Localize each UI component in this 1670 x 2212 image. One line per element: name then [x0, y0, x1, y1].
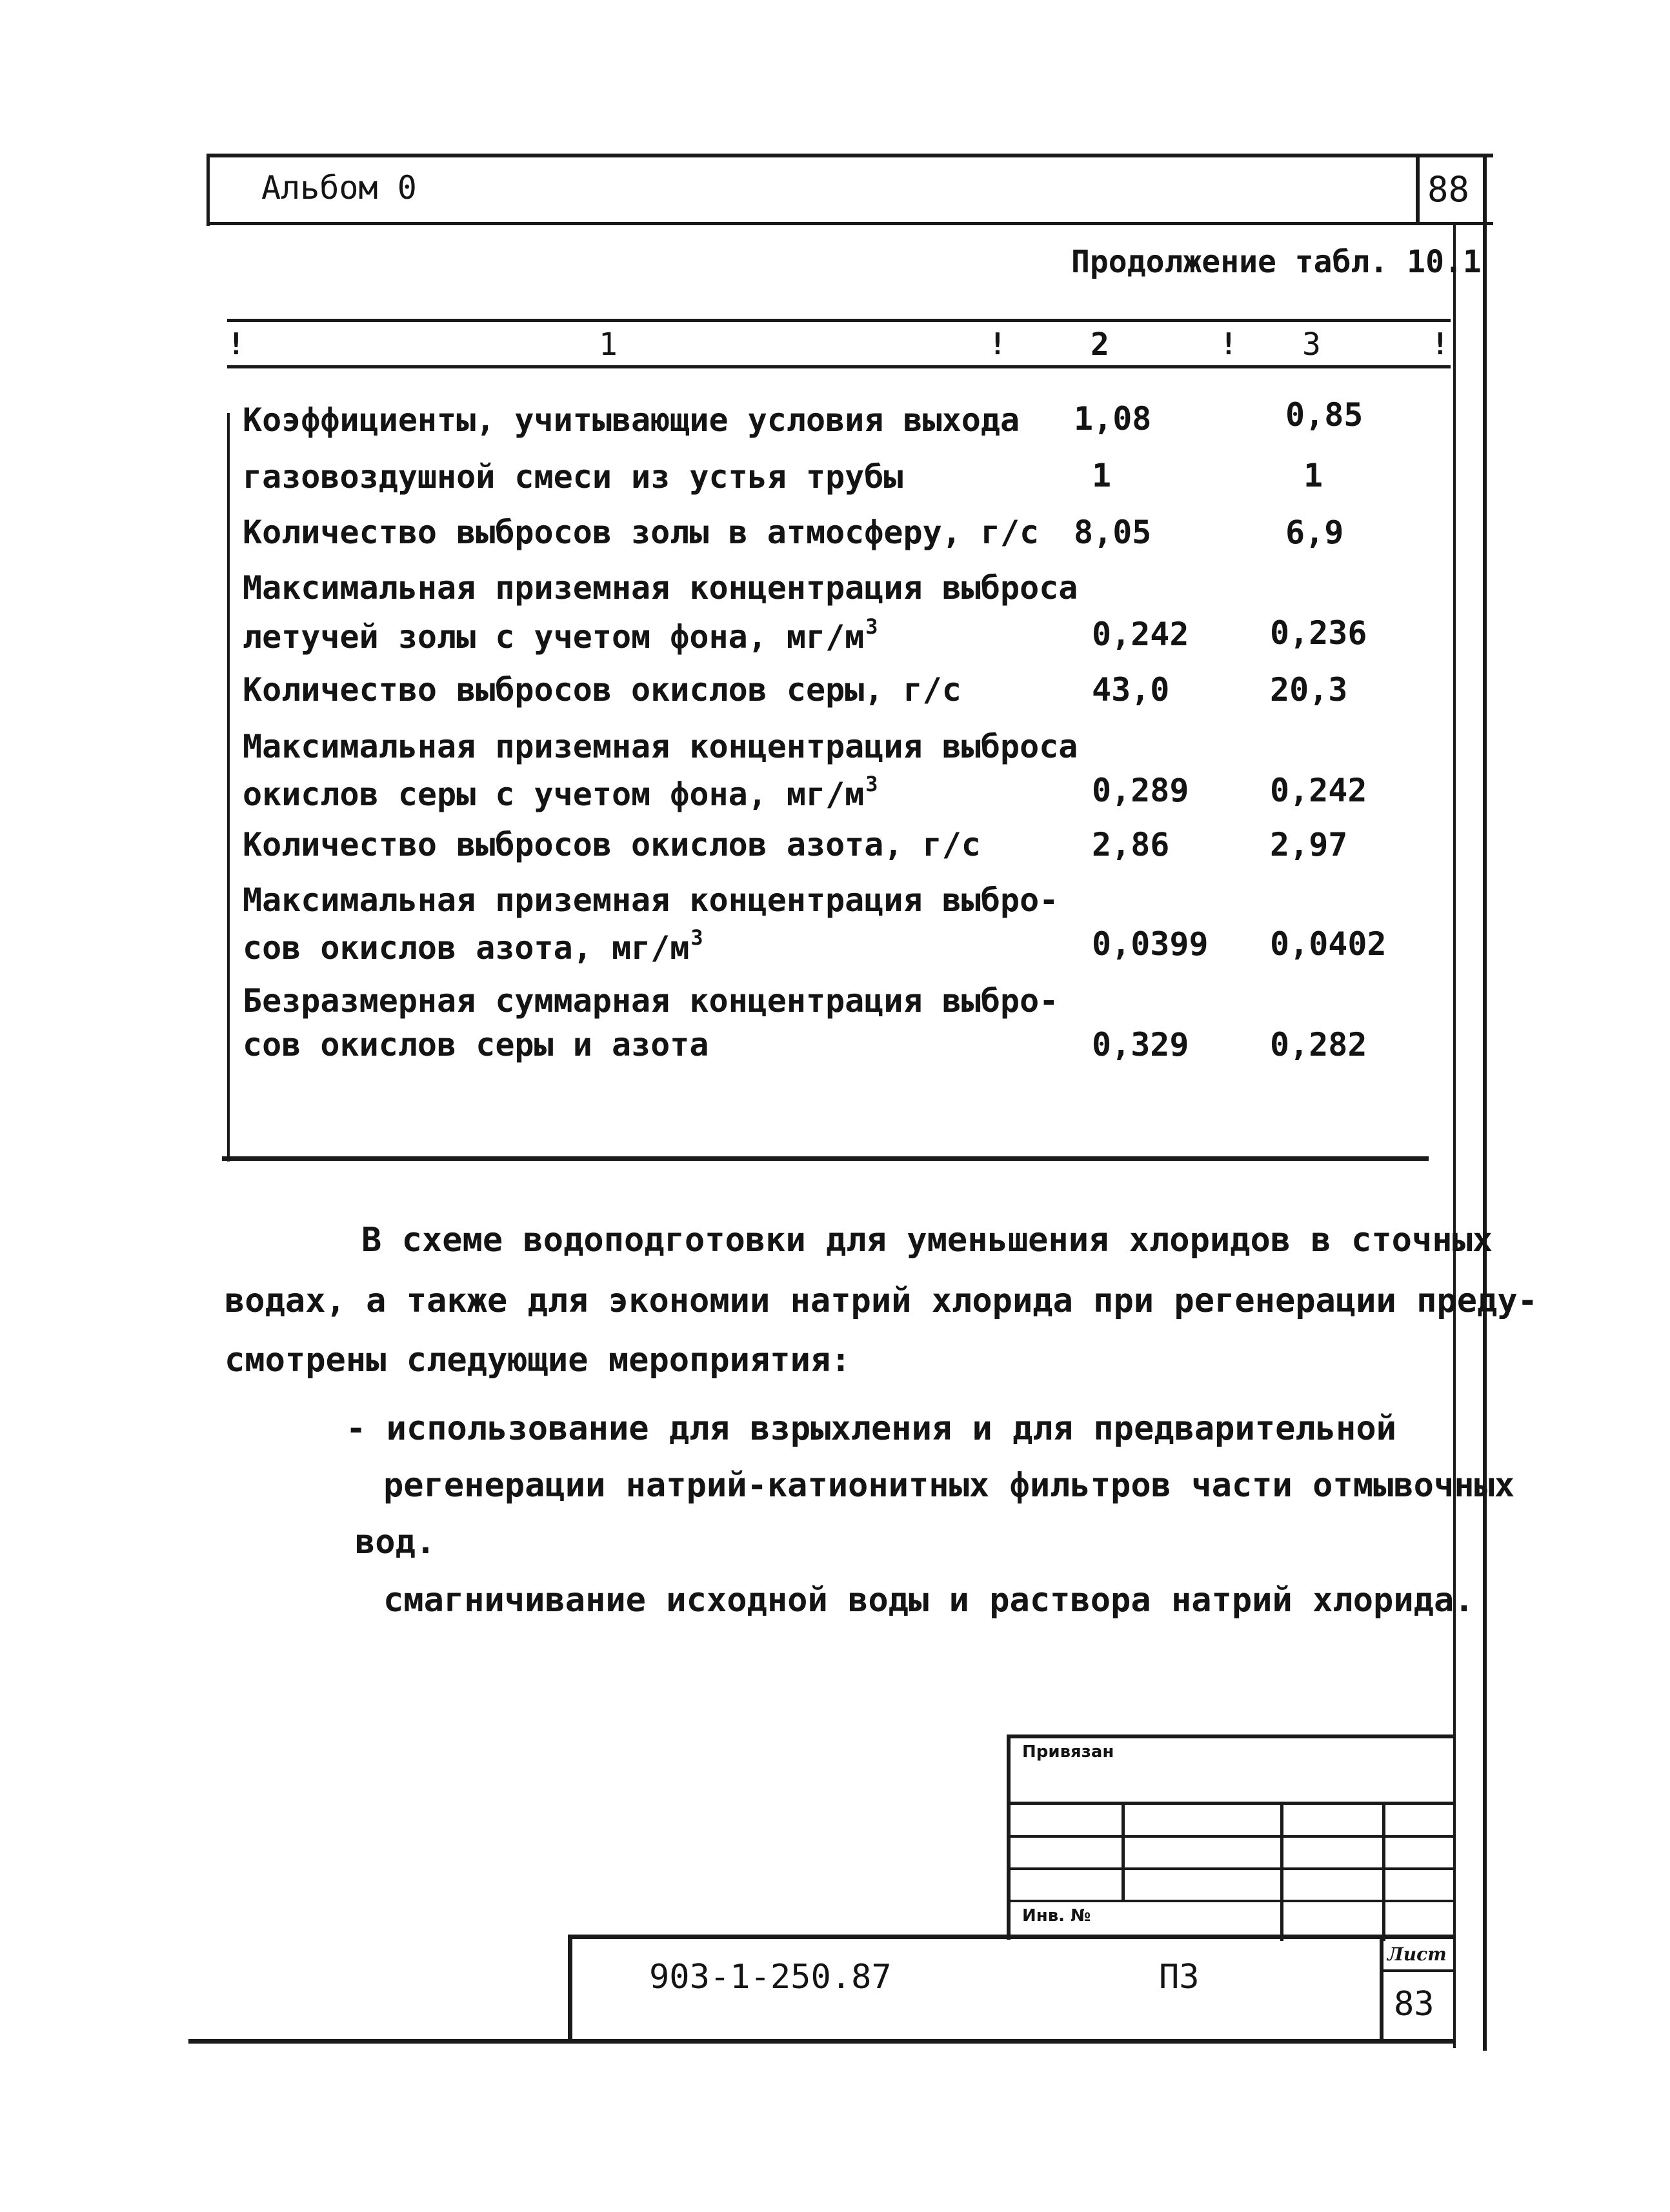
- frame-left-line: [206, 154, 210, 226]
- album-title: Альбом 0: [261, 169, 417, 206]
- titleblock-bottom-line: [188, 2039, 1456, 2044]
- cell-value: 0,242: [1092, 616, 1189, 653]
- frame-right-line: [1483, 154, 1487, 2051]
- row-label: Коэффициенты, учитывающие условия выхода: [243, 401, 1020, 439]
- col-sep-2: !: [989, 327, 1007, 361]
- inv-no-label: Инв. №: [1022, 1906, 1091, 1925]
- row-label: Безразмерная суммарная концентрация выбро-: [243, 982, 1059, 1020]
- sheet-box-divider: [1380, 1969, 1456, 1972]
- cell-value: 1: [1092, 457, 1112, 494]
- sheet-label: Лист: [1387, 1944, 1447, 1965]
- titleblock-top-line: [568, 1935, 1456, 1939]
- doc-code: 903-1-250.87: [649, 1958, 892, 1996]
- row-label: Максимальная приземная концентрация выброса: [243, 728, 1078, 765]
- cell-value: 2,86: [1092, 826, 1170, 863]
- cell-value: 0,236: [1270, 614, 1367, 652]
- column-header-1: 1: [599, 327, 618, 363]
- row-label: сов окислов азота, $мг/м^3$: [243, 925, 703, 967]
- row-label: Количество выбросов золы в атмосферу, г/с: [243, 514, 1040, 551]
- cell-value: 0,289: [1092, 772, 1189, 809]
- row-label: Максимальная приземная концентрация выброса: [243, 569, 1078, 607]
- row-label: Количество выбросов окислов серы, г/с: [243, 671, 961, 709]
- bullet-line: - использование для взрыхления и для предварительной: [346, 1409, 1396, 1448]
- stamp-grid-vline: [1122, 1802, 1125, 1902]
- col-sep-3: !: [1220, 327, 1238, 361]
- row-label: газовоздушной смеси из устья трубы: [243, 458, 903, 496]
- bullet-line: вод.: [355, 1523, 436, 1562]
- row-label: Максимальная приземная концентрация выбро-: [243, 881, 1059, 919]
- cell-value: 8,05: [1074, 514, 1152, 551]
- row-label: сов окислов серы и азота: [243, 1026, 709, 1063]
- privyazan-label: Привязан: [1022, 1742, 1114, 1762]
- cell-value: 20,3: [1270, 671, 1348, 709]
- header-bottom-line: [206, 222, 1493, 225]
- sheet-number: 83: [1394, 1985, 1434, 2024]
- stamp-grid-line: [1007, 1867, 1456, 1870]
- cell-value: 0,242: [1270, 772, 1367, 809]
- stamp-top-line: [1007, 1734, 1456, 1738]
- page-number: 88: [1427, 169, 1470, 210]
- section-code: ПЗ: [1159, 1958, 1200, 1996]
- body-paragraph-line: водах, а также для экономии натрий хлорида при регенерации преду-: [225, 1282, 1538, 1320]
- col-sep-4: !: [1431, 327, 1449, 361]
- body-paragraph-line: В схеме водоподготовки для уменьшения хлоридов в сточных: [361, 1221, 1493, 1260]
- cell-value: 0,85: [1285, 396, 1363, 434]
- row-label: окислов серы с учетом фона, $мг/м^3$: [243, 772, 878, 813]
- stamp-grid-line: [1007, 1835, 1456, 1838]
- cell-value: 0,0399: [1092, 925, 1209, 963]
- column-header-3: 3: [1302, 327, 1321, 363]
- table-left-line: [227, 413, 230, 1161]
- cell-value: 0,0402: [1270, 925, 1387, 963]
- bullet-line: смагничивание исходной воды и раствора натрий хлорида.: [383, 1581, 1474, 1620]
- table-header-bottom-line: [227, 365, 1451, 368]
- cell-value: 0,282: [1270, 1026, 1367, 1063]
- col-sep-1: !: [227, 327, 245, 361]
- cell-value: 6,9: [1285, 514, 1344, 551]
- stamp-grid-line: [1007, 1900, 1456, 1902]
- table-bottom-line: [222, 1156, 1429, 1161]
- bullet-line: регенерации натрий-катионитных фильтров части отмывочных: [383, 1466, 1515, 1505]
- sheet-box-left: [1380, 1936, 1383, 2042]
- stamp-grid-line: [1007, 1802, 1456, 1805]
- stamp-grid-vline: [1382, 1802, 1385, 1941]
- body-paragraph-line: смотрены следующие мероприятия:: [225, 1341, 851, 1380]
- row-label: Количество выбросов окислов азота, г/с: [243, 826, 981, 863]
- table-top-line: [227, 319, 1451, 322]
- frame-inner-right-line: [1453, 223, 1456, 2048]
- cell-value: 2,97: [1270, 826, 1348, 863]
- cell-value: 1,08: [1074, 400, 1152, 437]
- row-label: летучей золы с учетом фона, $мг/м^3$: [243, 614, 878, 656]
- stamp-grid-vline: [1280, 1802, 1283, 1941]
- cell-value: 43,0: [1092, 671, 1170, 709]
- column-header-2: 2: [1091, 327, 1109, 363]
- titleblock-left-line: [568, 1935, 572, 2043]
- table-continuation-caption: Продолжение табл. 10.1: [1071, 244, 1482, 280]
- page-box-left: [1416, 154, 1420, 225]
- cell-value: 1: [1303, 457, 1323, 494]
- cell-value: 0,329: [1092, 1026, 1189, 1063]
- frame-top-line: [206, 154, 1493, 157]
